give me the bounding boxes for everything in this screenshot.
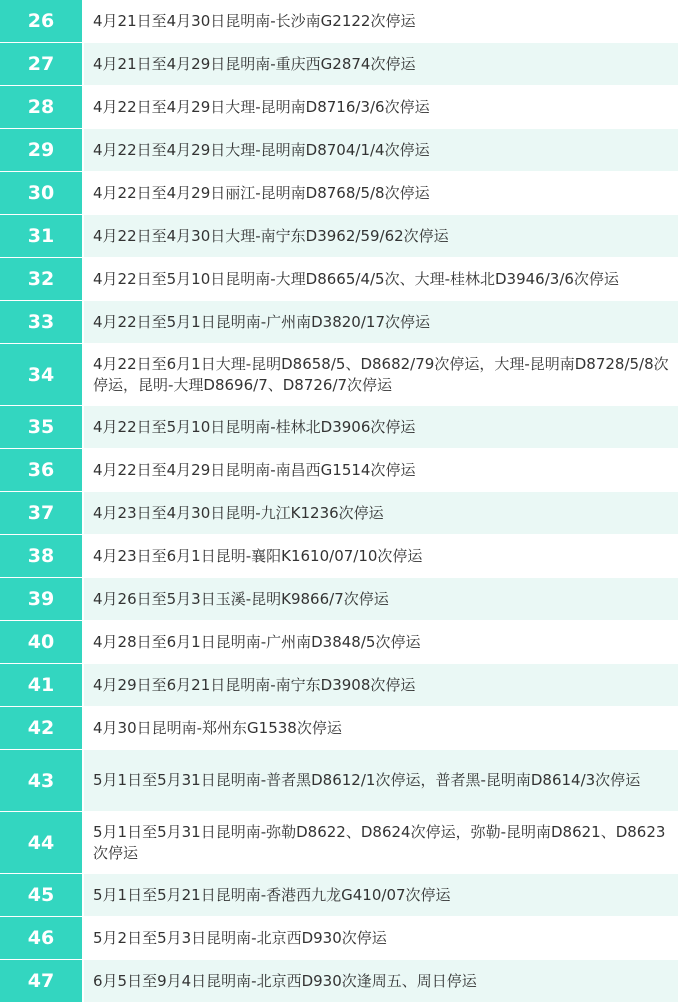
row-number: 44: [0, 812, 83, 874]
row-text: 5月1日至5月31日昆明南-弥勒D8622、D8624次停运，弥勒-昆明南D8621、D8623次停运: [83, 812, 678, 874]
table-row: [0, 129, 678, 172]
table-row: [0, 874, 678, 917]
row-number: 31: [0, 215, 83, 258]
row-text: 4月23日至6月1日昆明-襄阳K1610/07/10次停运: [83, 535, 678, 578]
row-number: 46: [0, 917, 83, 960]
row-text: 4月22日至4月29日大理-昆明南D8704/1/4次停运: [83, 129, 678, 172]
table-row: [0, 406, 678, 449]
row-text: 4月30日昆明南-郑州东G1538次停运: [83, 707, 678, 750]
table-row: [0, 0, 678, 43]
table-row: [0, 301, 678, 344]
table-row: [0, 707, 678, 750]
table-row: [0, 344, 678, 406]
row-text: 4月28日至6月1日昆明南-广州南D3848/5次停运: [83, 621, 678, 664]
row-text: 4月22日至5月1日昆明南-广州南D3820/17次停运: [83, 301, 678, 344]
row-text: 4月21日至4月30日昆明南-长沙南G2122次停运: [83, 0, 678, 43]
row-number: 27: [0, 43, 83, 86]
row-number: 45: [0, 874, 83, 917]
table-row: [0, 664, 678, 707]
row-number: 32: [0, 258, 83, 301]
row-number: 39: [0, 578, 83, 621]
table-row: [0, 960, 678, 1003]
table-row: [0, 750, 678, 812]
row-text: 4月22日至4月30日大理-南宁东D3962/59/62次停运: [83, 215, 678, 258]
row-text: 4月23日至4月30日昆明-九江K1236次停运: [83, 492, 678, 535]
row-number: 29: [0, 129, 83, 172]
table-row: [0, 917, 678, 960]
row-number: 30: [0, 172, 83, 215]
row-number: 37: [0, 492, 83, 535]
row-text: 4月22日至5月10日昆明南-大理D8665/4/5次、大理-桂林北D3946/3/6次停运: [83, 258, 678, 301]
row-text: 4月29日至6月21日昆明南-南宁东D3908次停运: [83, 664, 678, 707]
table-row: [0, 215, 678, 258]
row-text: 5月2日至5月3日昆明南-北京西D930次停运: [83, 917, 678, 960]
row-text: 5月1日至5月31日昆明南-普者黑D8612/1次停运，普者黑-昆明南D8614/3次停运: [83, 750, 678, 812]
row-number: 38: [0, 535, 83, 578]
table-row: [0, 449, 678, 492]
row-number: 28: [0, 86, 83, 129]
row-number: 41: [0, 664, 83, 707]
table-row: [0, 492, 678, 535]
table-row: [0, 578, 678, 621]
row-number: 47: [0, 960, 83, 1003]
row-text: 4月22日至4月29日丽江-昆明南D8768/5/8次停运: [83, 172, 678, 215]
row-number: 34: [0, 344, 83, 406]
row-number: 35: [0, 406, 83, 449]
row-number: 33: [0, 301, 83, 344]
row-number: 26: [0, 0, 83, 43]
row-number: 40: [0, 621, 83, 664]
row-number: 43: [0, 750, 83, 812]
row-text: 4月22日至6月1日大理-昆明D8658/5、D8682/79次停运，大理-昆明南D8728/5/8次停运，昆明-大理D8696/7、D8726/7次停运: [83, 344, 678, 406]
table-row: [0, 172, 678, 215]
table-row: [0, 535, 678, 578]
table-row: [0, 621, 678, 664]
row-text: 4月22日至4月29日昆明南-南昌西G1514次停运: [83, 449, 678, 492]
table-row: [0, 258, 678, 301]
row-text: 4月22日至5月10日昆明南-桂林北D3906次停运: [83, 406, 678, 449]
row-text: 4月21日至4月29日昆明南-重庆西G2874次停运: [83, 43, 678, 86]
table-row: [0, 812, 678, 874]
row-text: 6月5日至9月4日昆明南-北京西D930次逢周五、周日停运: [83, 960, 678, 1003]
table-row: [0, 43, 678, 86]
table-row: [0, 86, 678, 129]
row-number: 42: [0, 707, 83, 750]
row-text: 4月26日至5月3日玉溪-昆明K9866/7次停运: [83, 578, 678, 621]
row-text: 4月22日至4月29日大理-昆明南D8716/3/6次停运: [83, 86, 678, 129]
row-number: 36: [0, 449, 83, 492]
row-text: 5月1日至5月21日昆明南-香港西九龙G410/07次停运: [83, 874, 678, 917]
